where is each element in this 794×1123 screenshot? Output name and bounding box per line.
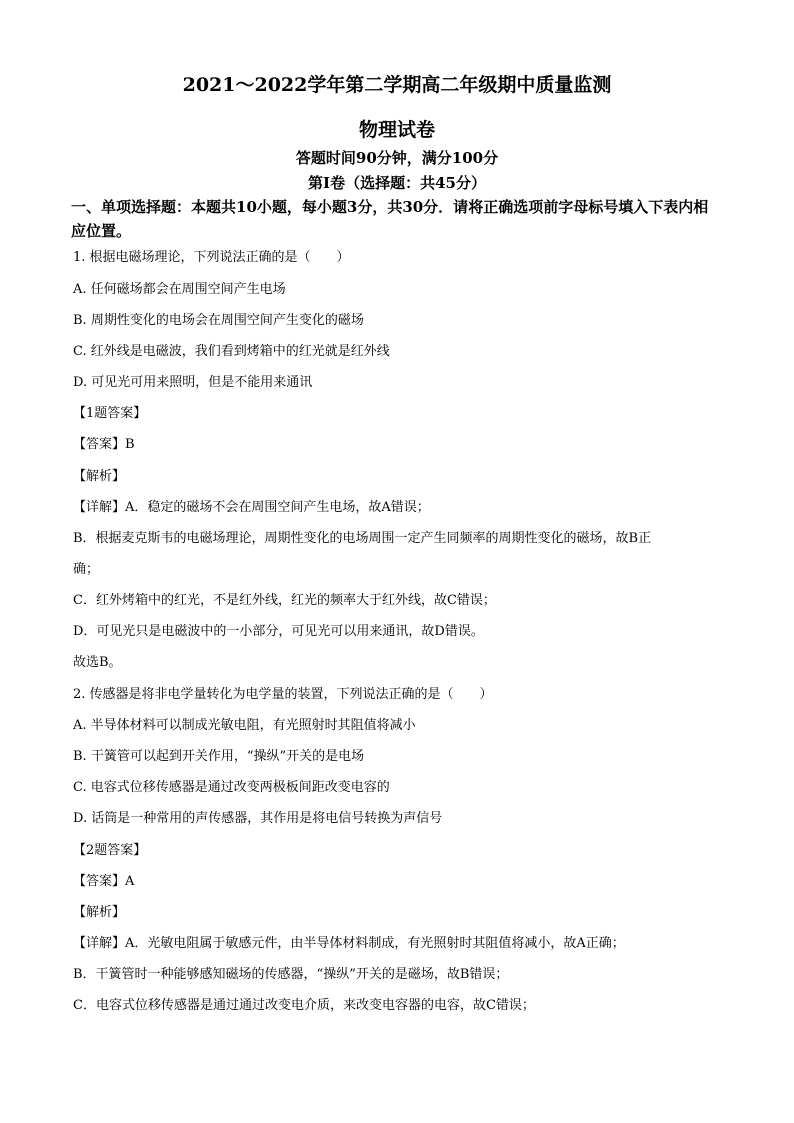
q1-option-a: A. 任何磁场都会在周围空间产生电场 (73, 282, 286, 297)
section-heading: 一、单项选择题：本题共10小题，每小题3分，共30分．请将正确选项前字母标号填入下表内相应位置。 (71, 198, 709, 240)
q2-analysis-heading: 【解析】 (73, 905, 126, 920)
q2-option-d: D. 话筒是一种常用的声传感器，其作用是将电信号转换为声信号 (73, 811, 443, 826)
q2-detail-b: B．干簧管时一种能够感知磁场的传感器，“操纵”开关的是磁场，故B错误； (73, 967, 509, 982)
q2-detail-a: 【详解】A．光敏电阻属于敏感元件，由半导体材料制成，有光照射时其阻值将减小，故A正确； (73, 936, 625, 951)
q1-analysis-heading: 【解析】 (73, 469, 126, 484)
q1-detail-d: D．可见光只是电磁波中的一小部分，可见光可以用来通讯，故D错误。 (73, 624, 484, 639)
q1-stem: 1. 根据电磁场理论，下列说法正确的是（ ） (73, 250, 350, 265)
q1-answer: 【答案】B (73, 437, 135, 452)
q1-detail-b: B．根据麦克斯韦的电磁场理论，周期性变化的电场周围一定产生同频率的周期性变化的磁场，故B正 (73, 531, 652, 546)
q2-option-a: A. 半导体材料可以制成光敏电阻，有光照射时其阻值将减小 (73, 718, 416, 733)
q2-stem: 2. 传感器是将非电学量转化为电学量的装置，下列说法正确的是（ ） (73, 687, 493, 702)
exam-title: 2021～2022学年第二学期高二年级期中质量监测 (182, 74, 612, 96)
q1-detail-c: C．红外烤箱中的红光，不是红外线，红光的频率大于红外线，故C错误； (73, 593, 496, 608)
q2-option-c: C. 电容式位移传感器是通过改变两极板间距改变电容的 (73, 780, 390, 795)
q1-answer-heading: 【1题答案】 (73, 406, 147, 421)
q1-option-d: D. 可见光可用来照明，但是不能用来通讯 (73, 375, 313, 390)
q2-answer: 【答案】A (73, 874, 135, 889)
q1-conclusion: 故选B。 (73, 655, 122, 670)
q2-answer-heading: 【2题答案】 (73, 843, 147, 858)
q2-option-b: B. 干簧管可以起到开关作用，“操纵”开关的是电场 (73, 749, 365, 764)
q2-detail-c: C．电容式位移传感器是通过通过改变电介质，来改变电容器的电容，故C错误； (73, 998, 535, 1013)
subject-title: 物理试卷 (358, 119, 435, 141)
time-info: 答题时间90分钟，满分100分 (295, 149, 499, 167)
q1-detail-b-cont: 确； (73, 562, 100, 577)
q1-option-b: B. 周期性变化的电场会在周围空间产生变化的磁场 (73, 313, 364, 328)
part-info: 第Ⅰ卷（选择题：共45分） (308, 174, 486, 192)
q1-option-c: C. 红外线是电磁波，我们看到烤箱中的红光就是红外线 (73, 344, 390, 359)
q1-detail-a: 【详解】A．稳定的磁场不会在周围空间产生电场，故A错误； (73, 500, 430, 515)
